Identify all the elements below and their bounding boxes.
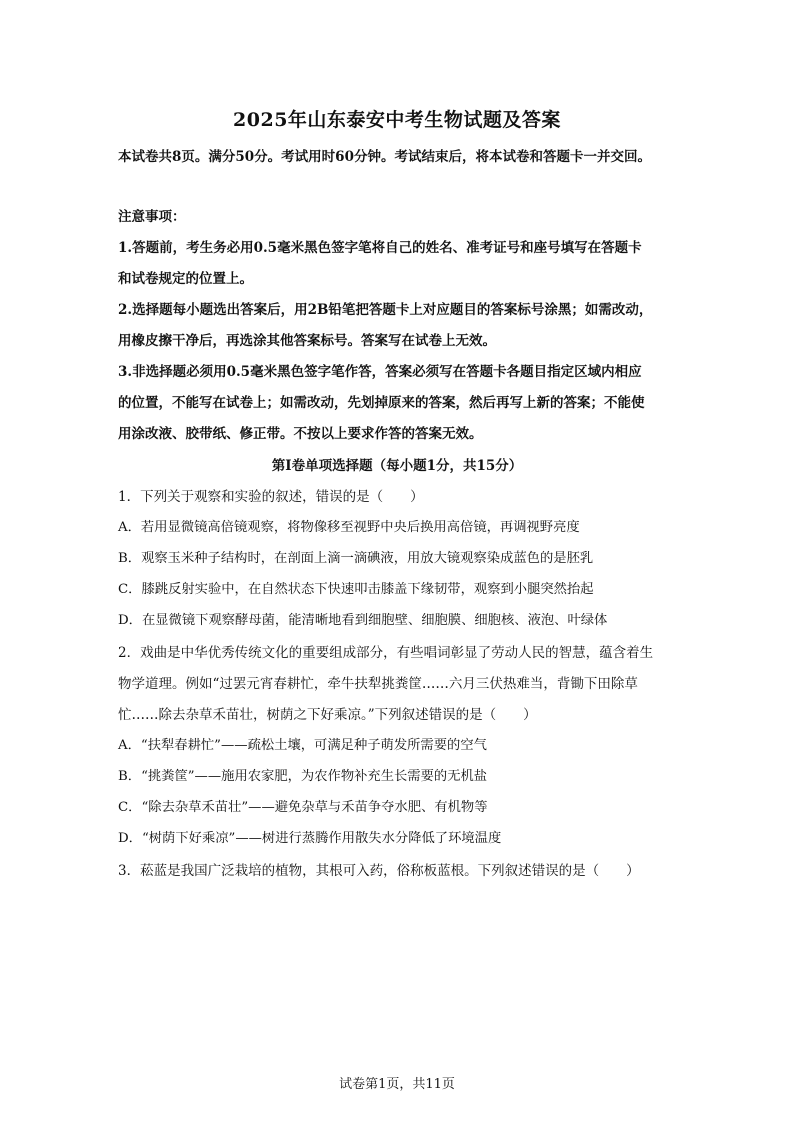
question-1-option-d: D．在显微镜下观察酵母菌，能清晰地看到细胞壁、细胞膜、细胞核、液泡、叶绿体 [118, 613, 608, 628]
section-title: 第Ⅰ卷单项选择题（每小题1分，共15分） [271, 458, 523, 474]
note-line: 用涂改液、胶带纸、修正带。不按以上要求作答的答案无效。 [118, 426, 483, 442]
question-2-stem: 2．戏曲是中华优秀传统文化的重要组成部分，有些唱词彰显了劳动人民的智慧，蕴含着生 [118, 645, 654, 661]
question-3-stem: 3．菘蓝是我国广泛栽培的植物，其根可入药，俗称板蓝根。下列叙述错误的是（ ） [118, 863, 640, 879]
question-2-stem: 物学道理。例如“过罢元宵春耕忙，牵牛扶犁挑粪筐……六月三伏热难当，背锄下田除草 [118, 676, 638, 692]
question-2-option-b: B．“挑粪筐”——施用农家肥，为农作物补充生长需要的无机盐 [118, 769, 488, 784]
note-line: 和试卷规定的位置上。 [118, 271, 253, 287]
question-2-option-c: C．“除去杂草禾苗壮”——避免杂草与禾苗争夺水肥、有机物等 [118, 800, 488, 815]
note-line: 的位置，不能写在试卷上；如需改动，先划掉原来的答案，然后再写上新的答案；不能使 [118, 395, 645, 411]
question-1-option-a: A．若用显微镜高倍镜观察，将物像移至视野中央后换用高倍镜，再调视野亮度 [118, 520, 580, 535]
note-line: 3.非选择题必须用0.5毫米黑色签字笔作答，答案必须写在答题卡各题目指定区域内相应 [118, 364, 642, 380]
question-1-option-c: C．膝跳反射实验中，在自然状态下快速叩击膝盖下缘韧带，观察到小腿突然抬起 [118, 582, 594, 597]
page-title: 2025年山东泰安中考生物试题及答案 [233, 109, 561, 131]
question-1-stem: 1．下列关于观察和实验的叙述，错误的是（ ） [118, 489, 424, 505]
note-line: 1.答题前，考生务必用0.5毫米黑色签字笔将自己的姓名、准考证号和座号填写在答题卡 [118, 240, 642, 256]
exam-intro: 本试卷共8页。满分50分。考试用时60分钟。考试结束后，将本试卷和答题卡一并交回。 [118, 149, 651, 165]
note-line: 2.选择题每小题选出答案后，用2B铅笔把答题卡上对应题目的答案标号涂黑；如需改动， [118, 302, 653, 318]
notes-heading: 注意事项： [118, 209, 186, 225]
question-2-option-d: D．“树荫下好乘凉”——树进行蒸腾作用散失水分降低了环境温度 [118, 831, 502, 846]
question-2-stem: 忙……除去杂草禾苗壮，树荫之下好乘凉。”下列叙述错误的是（ ） [118, 707, 537, 723]
question-1-option-b: B．观察玉米种子结构时，在剖面上滴一滴碘液，用放大镜观察染成蓝色的是胚乳 [118, 551, 594, 566]
page-footer: 试卷第1页，共11页 [339, 1077, 455, 1092]
question-2-option-a: A．“扶犁春耕忙”——疏松土壤，可满足种子萌发所需要的空气 [118, 738, 487, 753]
note-line: 用橡皮擦干净后，再选涂其他答案标号。答案写在试卷上无效。 [118, 333, 496, 349]
